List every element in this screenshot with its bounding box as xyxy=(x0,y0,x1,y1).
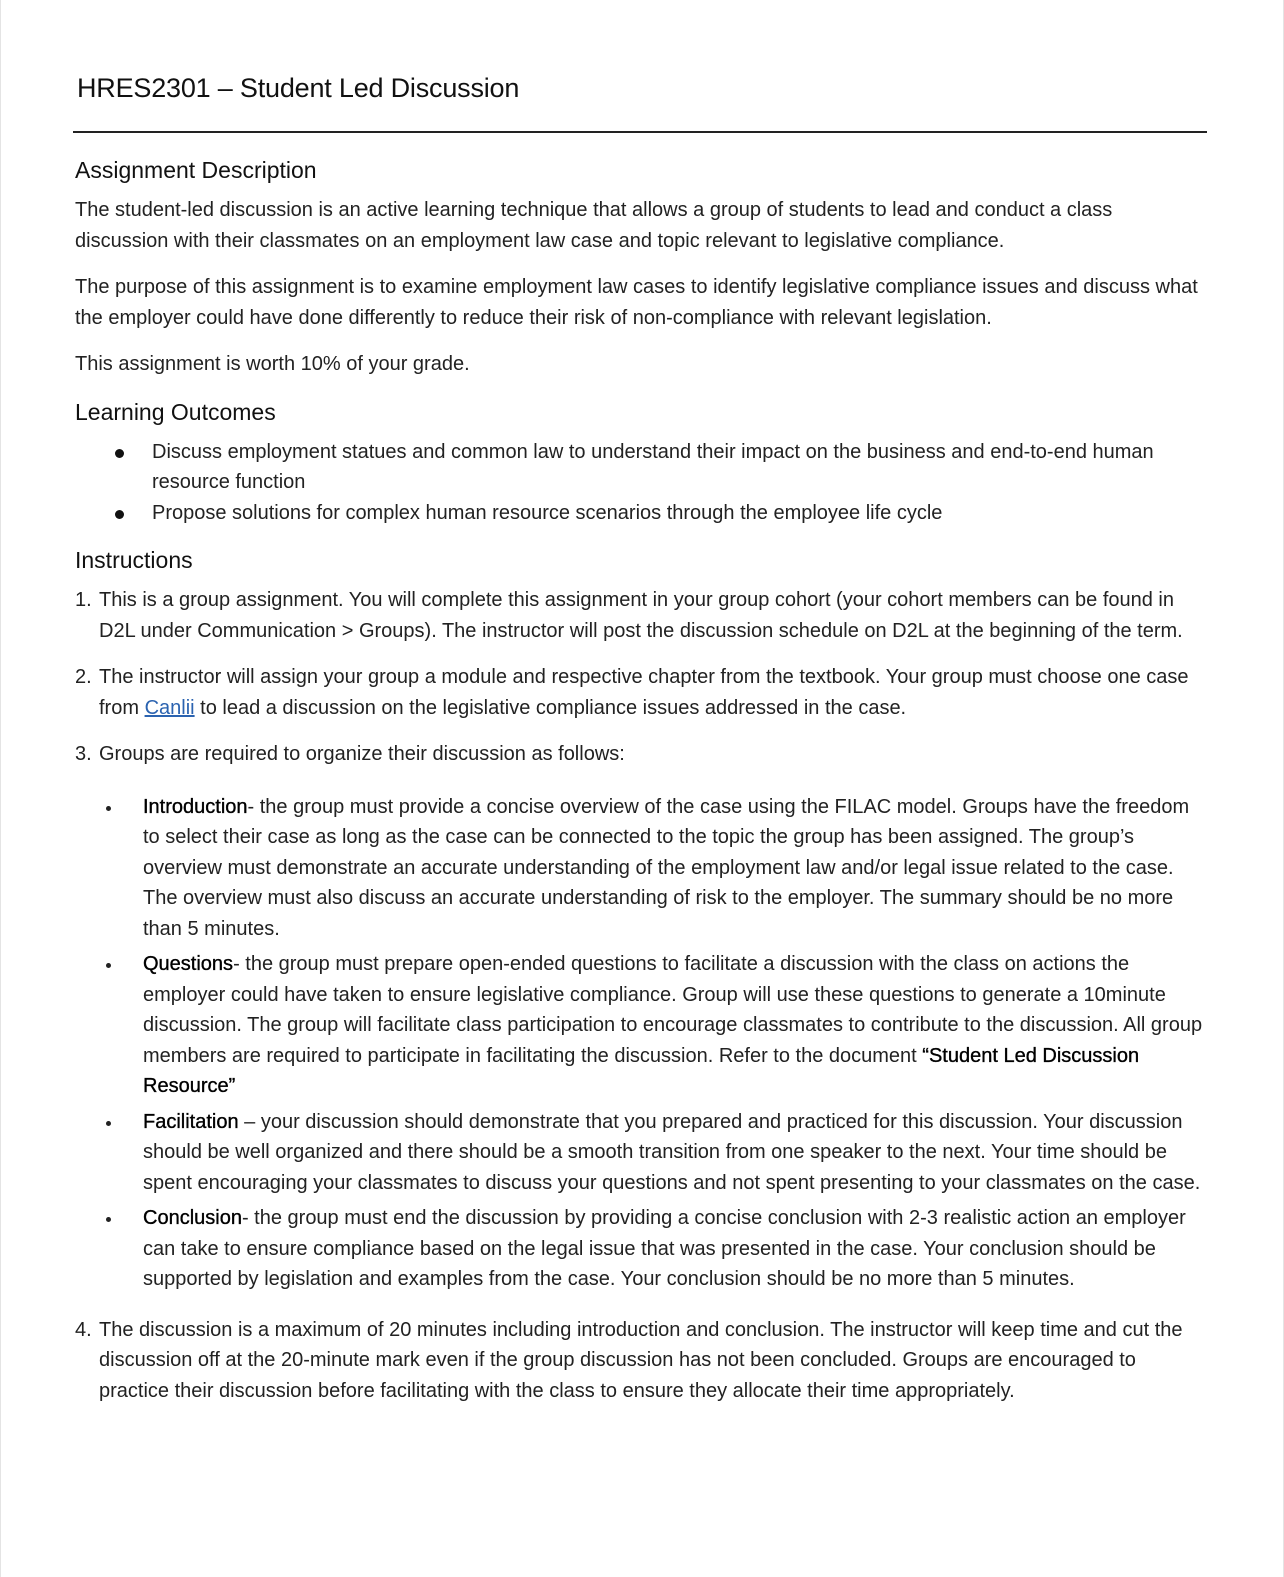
instruction-step-2 xyxy=(75,662,1207,723)
instruction-step-1 xyxy=(75,585,1207,646)
step-number: 2. xyxy=(75,666,92,688)
instruction-step-4 xyxy=(75,1315,1207,1407)
step-text: Groups are required to organize their discussion as follows: xyxy=(99,743,625,765)
learning-outcomes-section xyxy=(75,396,1207,529)
component-term: Questions xyxy=(143,953,234,975)
resource-document-name: “Student Led Discussion Resource” xyxy=(143,1044,1140,1097)
bullet-icon xyxy=(106,1121,111,1126)
assignment-description-section xyxy=(75,154,1207,380)
component-term: Facilitation xyxy=(143,1110,239,1133)
component-term: Conclusion xyxy=(143,1207,242,1229)
component-description: - the group must prepare open-ended questions to facilitate a discussion with the class on actions the employer could have taken to ensure legislative compliance. Group will use these questions to generate a 10minute discussion. The group will facilitate class participation to encourage classmates to contribute to the discussion. All group members are required to participate in facilitating the discussion. Refer to the document xyxy=(143,953,1203,1067)
learning-outcome-item xyxy=(75,498,1207,529)
bullet-icon xyxy=(106,806,111,811)
learning-outcome-text: Discuss employment statues and common law to understand their impact on the business and end-to-end human resource function xyxy=(152,440,1154,493)
component-conclusion xyxy=(99,1203,1207,1295)
learning-outcomes-heading: Learning Outcomes xyxy=(75,398,276,425)
step-text-before-link: The instructor will assign your group a module and respective chapter from the textbook. Your group must choose one case from xyxy=(99,666,1189,719)
component-description: - the group must end the discussion by providing a concise conclusion with 2-3 realistic action an employer can take to ensure compliance based on the legal issue that was presented in the case. Your conclusion should be supported by legislation and examples from the case. Your conclusion should be no more than 5 minutes. xyxy=(143,1207,1186,1290)
learning-outcome-item xyxy=(75,437,1207,498)
instructions-list xyxy=(75,585,1207,1406)
bullet-icon xyxy=(106,1217,111,1222)
step-text-after-link: to lead a discussion on the legislative compliance issues addressed in the case. xyxy=(194,696,907,719)
component-description: - the group must provide a concise overview of the case using the FILAC model. Groups have the freedom to select their case as long as the case can be connected to the topic the group has been assigned. The group’s overview must demonstrate an accurate understanding of the employment law and/or legal issue related to the case. The overview must also discuss an accurate understanding of risk to the employer. The summary should be no more than 5 minutes. xyxy=(143,795,1190,940)
step-number: 4. xyxy=(75,1318,92,1341)
bullet-icon xyxy=(115,449,124,458)
learning-outcome-text: Propose solutions for complex human resource scenarios through the employee life cycle xyxy=(152,501,943,524)
component-questions xyxy=(99,949,1207,1102)
instructions-heading: Instructions xyxy=(75,547,193,573)
description-paragraph-1: The student-led discussion is an active learning technique that allows a group of students to lead and conduct a class discussion with their classmates on an employment law case and topic relevant to legislative compliance. xyxy=(75,199,1113,252)
component-term: Introduction xyxy=(143,795,248,818)
document-body xyxy=(75,154,1207,1422)
component-description: – your discussion should demonstrate that you prepared and practiced for this discussion. Your discussion should be well organized and there should be a smooth transition from one speaker to the next. Your time should be spent encouraging your classmates to discuss your questions and not spent presenting to your classmates on the case. xyxy=(143,1110,1201,1194)
step-text: This is a group assignment. You will complete this assignment in your group cohort (your cohort members can be found in D2L under Communication > Groups). The instructor will post the discussion schedule on D2L at the beginning of the term. xyxy=(99,589,1183,642)
step-text: The discussion is a maximum of 20 minutes including introduction and conclusion. The instructor will keep time and cut the discussion off at the 20-minute mark even if the group discussion has not been concluded. Groups are encouraged to practice their discussion before facilitating with the class to ensure they allocate their time appropriately. xyxy=(99,1318,1183,1402)
assignment-description-heading: Assignment Description xyxy=(75,157,317,183)
instruction-step-3 xyxy=(75,739,1207,1295)
component-introduction xyxy=(99,792,1207,945)
description-paragraph-2: The purpose of this assignment is to examine employment law cases to identify legislative compliance issues and discuss what the employer could have done differently to reduce their risk of non-compliance with relevant legislation. xyxy=(75,276,1198,329)
step-number: 3. xyxy=(75,743,92,765)
bullet-icon xyxy=(106,963,111,968)
bullet-icon xyxy=(115,510,124,519)
document-title: HRES2301 – Student Led Discussion xyxy=(77,73,520,103)
component-facilitation xyxy=(99,1107,1207,1199)
canlii-link[interactable]: Canlii xyxy=(144,696,195,719)
learning-outcomes-list xyxy=(75,437,1207,529)
instructions-section xyxy=(75,544,1207,1406)
title-divider xyxy=(73,131,1207,133)
grade-weight-paragraph: This assignment is worth 10% of your grade. xyxy=(75,353,470,375)
discussion-components-list xyxy=(99,792,1207,1295)
step-number: 1. xyxy=(75,589,92,611)
